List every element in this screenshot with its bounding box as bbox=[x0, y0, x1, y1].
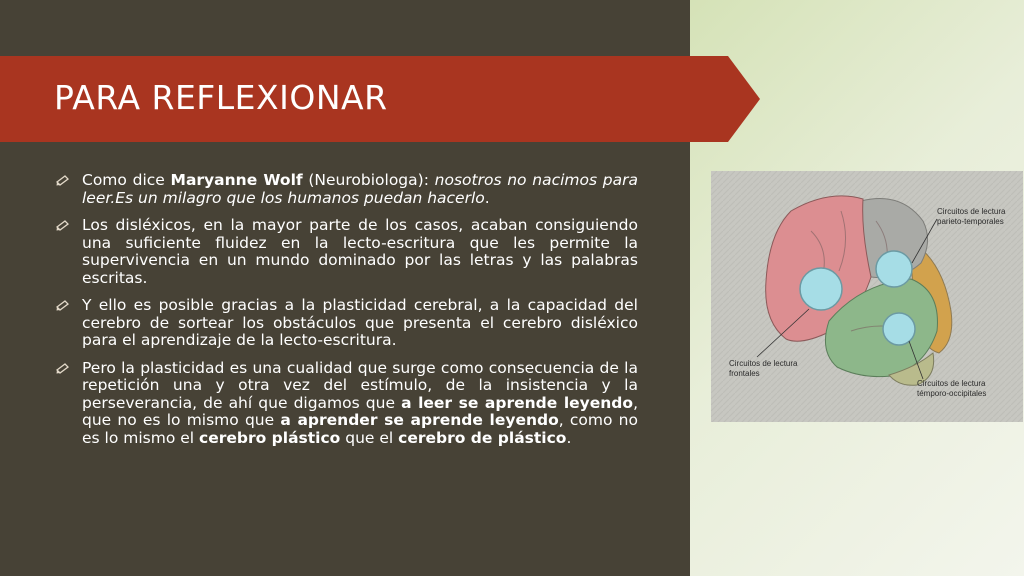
bullet-text-segment: nosotros no nacimos para leer.Es un milagro que los humanos puedan hacerlo bbox=[82, 171, 638, 207]
bullet-item bbox=[56, 217, 638, 287]
slide-title: PARA REFLEXIONAR bbox=[54, 78, 388, 117]
label-temporo-occipital: Circuitos de lectura témporo-occipitales bbox=[917, 379, 987, 398]
bullet-text-segment: Pero la plasticidad es una cualidad que surge como consecuencia de la repetición una y otra vez del estímulo, de la insistencia y la perseverancia, de ahí que digamos que bbox=[82, 358, 638, 412]
bullet-text-segment: Los disléxicos, en la mayor parte de los casos, acaban consiguiendo una suficiente fluidez en la lecto-escritura que les permite la supervivencia en un mundo dominado por las letras y las palabras escritas. bbox=[82, 216, 638, 287]
label-frontal: Circuitos de lectura frontales bbox=[729, 359, 798, 378]
pencil-bullet-icon bbox=[56, 299, 70, 311]
bullet-item bbox=[56, 360, 638, 448]
bullet-item bbox=[56, 297, 638, 350]
pencil-bullet-icon bbox=[56, 219, 70, 231]
bullet-text-segment: a leer se aprende leyendo bbox=[401, 393, 634, 412]
pencil-bullet-icon bbox=[56, 362, 70, 374]
brain-figure bbox=[711, 171, 1023, 422]
bullet-text-segment: Y ello es posible gracias a la plasticidad cerebral, a la capacidad del cerebro de sortear los obstáculos que presenta el cerebro disléxico para el aprendizaje de la lecto-escritura. bbox=[82, 296, 638, 349]
bullet-text-segment: , como no es lo mismo el bbox=[82, 411, 638, 447]
bullet-text-segment: que el bbox=[340, 428, 399, 447]
bullet-text-segment: , que no es lo mismo que bbox=[82, 393, 638, 429]
label-parieto-temporal: Circuitos de lectura parieto-temporales bbox=[937, 207, 1006, 226]
bullet-list bbox=[56, 172, 638, 457]
bullet-text-segment: (Neurobiologa): bbox=[302, 171, 435, 189]
bullet-text-segment: . bbox=[566, 428, 572, 447]
bullet-text-segment: Maryanne Wolf bbox=[170, 171, 303, 189]
bullet-text-segment: cerebro plástico bbox=[199, 428, 341, 447]
bullet-text-segment: . bbox=[484, 188, 490, 207]
bullet-item bbox=[56, 172, 638, 207]
bullet-text-segment: Como dice bbox=[82, 171, 171, 189]
pencil-bullet-icon bbox=[56, 174, 70, 186]
bullet-text-segment: a aprender se aprende leyendo bbox=[280, 411, 559, 429]
bullet-text-segment: cerebro de plástico bbox=[398, 428, 567, 447]
